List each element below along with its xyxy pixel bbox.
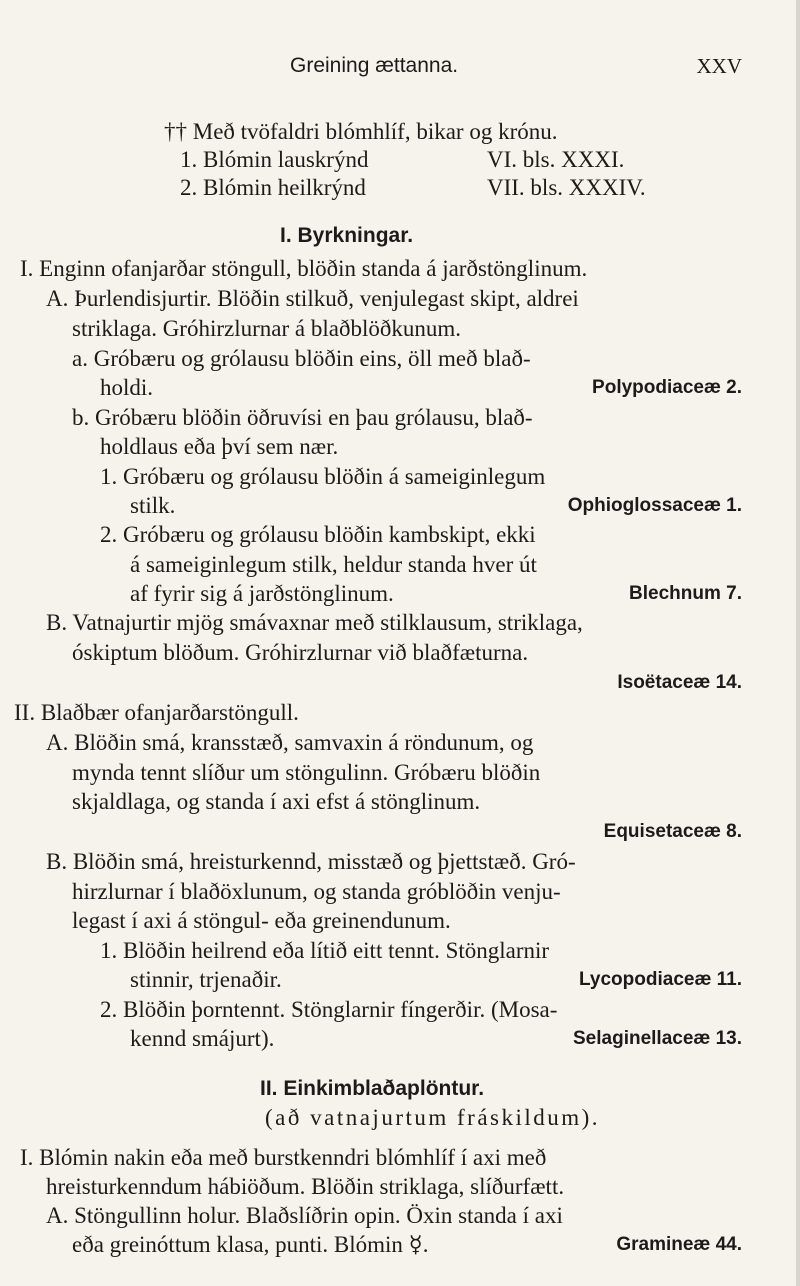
- running-title: Greining ættanna.: [290, 54, 459, 77]
- page-number: XXV: [696, 54, 742, 78]
- text-line: II. Blaðbær ofanjarðarstöngull.: [14, 700, 299, 725]
- text-line: B. Vatnajurtir mjög smávaxnar með stilklausum, striklaga,: [46, 610, 583, 635]
- text-line: 1. Blöðin heilrend eða lítið eitt tennt. Stönglarnir: [100, 938, 550, 963]
- section-subheading: (að vatnajurtum fráskildum).: [265, 1105, 601, 1130]
- text-line: VII. bls. XXXIV.: [487, 175, 646, 200]
- text-line: 2. Gróbæru og grólausu blöðin kambskipt, ekki: [100, 522, 536, 547]
- family-name: Gramineæ 44.: [616, 1234, 742, 1255]
- text-line: stilk.: [130, 493, 176, 518]
- text-line: a. Gróbæru og grólausu blöðin eins, öll með blað-: [72, 346, 531, 371]
- text-line: B. Blöðin smá, hreisturkennd, misstæð og þjettstæð. Gró-: [46, 849, 576, 874]
- text-line: af fyrir sig á jarðstönglinum.: [130, 581, 394, 606]
- text-line: A. Þurlendisjurtir. Blöðin stilkuð, venjulegast skipt, aldrei: [46, 286, 579, 311]
- text-line: †† Með tvöfaldri blómhlíf, bikar og krónu.: [164, 119, 558, 144]
- text-line: legast í axi á stöngul- eða greinendunum.: [72, 908, 451, 933]
- section-heading: I. Byrkningar.: [280, 224, 414, 247]
- text-line: A. Stöngullinn holur. Blaðslíðrin opin. Öxin standa í axi: [46, 1203, 563, 1228]
- text-line: hreisturkenndum hábiöðum. Blöðin striklaga, slíðurfætt.: [46, 1174, 565, 1199]
- section-heading: II. Einkimblaðaplöntur.: [260, 1077, 485, 1100]
- family-name: Selaginellaceæ 13.: [573, 1028, 742, 1049]
- text-line: holdi.: [100, 375, 154, 400]
- family-name: Ophioglossaceæ 1.: [567, 495, 742, 516]
- text-line: hirzlurnar í blaðöxlunum, og standa gróblöðin venju-: [72, 879, 561, 904]
- text-line: mynda tennt slíður um stöngulinn. Gróbæru blöðin: [72, 760, 541, 785]
- text-line: I. Enginn ofanjarðar stöngull, blöðin standa á jarðstönglinum.: [20, 256, 588, 281]
- text-line: á sameiginlegum stilk, heldur standa hver út: [130, 552, 537, 577]
- text-line: eða greinóttum klasa, punti. Blómin ☿.: [72, 1232, 429, 1257]
- family-name: Isoëtaceæ 14.: [617, 672, 742, 693]
- page-edge: [796, 0, 800, 1286]
- text-line: óskiptum blöðum. Gróhirzlurnar við blaðfæturna.: [72, 640, 529, 665]
- text-line: VI. bls. XXXI.: [487, 147, 625, 172]
- text-line: I. Blómin nakin eða með burstkenndri blómhlíf í axi með: [20, 1145, 547, 1170]
- family-name: Polypodiaceæ 2.: [592, 377, 742, 398]
- family-name: Blechnum 7.: [629, 583, 742, 604]
- text-line: kennd smájurt).: [130, 1026, 275, 1051]
- family-name: Lycopodiaceæ 11.: [579, 969, 742, 990]
- text-line: 1. Blómin lauskrýnd: [180, 147, 369, 172]
- family-name: Equisetaceæ 8.: [603, 821, 742, 842]
- text-line: holdlaus eða því sem nær.: [100, 434, 339, 459]
- text-line: striklaga. Gróhirzlurnar á blaðblöðkunum.: [72, 316, 461, 341]
- text-line: 1. Gróbæru og grólausu blöðin á sameiginlegum: [100, 464, 546, 489]
- text-line: stinnir, trjenaðir.: [130, 967, 282, 992]
- text-line: 2. Blómin heilkrýnd: [180, 175, 366, 200]
- text-line: b. Gróbæru blöðin öðruvísi en þau grólausu, blað-: [72, 405, 533, 430]
- text-line: 2. Blöðin þorntennt. Stönglarnir fíngerðir. (Mosa-: [100, 997, 558, 1022]
- text-line: A. Blöðin smá, kransstæð, samvaxin á röndunum, og: [46, 730, 534, 755]
- text-line: skjaldlaga, og standa í axi efst á stönglinum.: [72, 789, 481, 814]
